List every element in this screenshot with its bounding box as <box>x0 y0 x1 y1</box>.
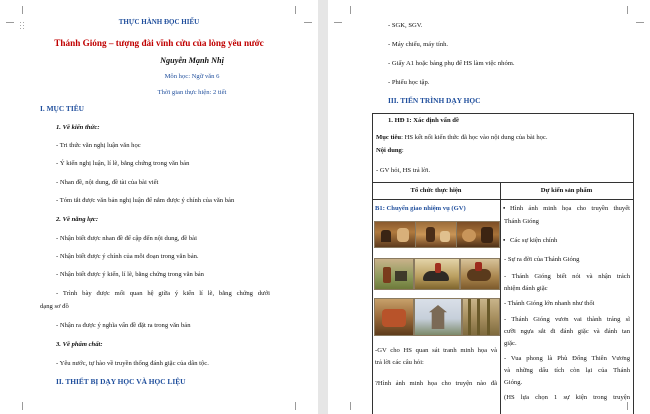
table-column-divider <box>500 182 501 414</box>
table-cell-text: -GV cho HS quan sát tranh minh họa và <box>375 347 497 354</box>
list-item: - SGK, SGV. <box>388 22 423 29</box>
list-item: - Tóm tắt được văn bản nghị luận để nắm được ý chính của văn bản <box>56 197 235 204</box>
table-cell-text: - Thánh Gióng lớn nhanh như thổi <box>504 300 595 307</box>
subsection-heading: 2. Về năng lực: <box>56 216 99 223</box>
table-cell-text: ?Hình ảnh minh họa cho truyện nào đã <box>375 380 497 387</box>
table-cell-text: (HS lựa chọn 1 sự kiện trong truyện <box>504 394 630 401</box>
list-item: - Tri thức văn nghị luận văn học <box>56 142 141 149</box>
table-cell-text: - Sự ra đời của Thánh Gióng <box>504 256 580 263</box>
section-heading: I. MỤC TIÊU <box>40 104 85 113</box>
doc-author: Nguyễn Mạnh Nhị <box>160 56 224 65</box>
doc-duration: Thời gian thực hiện: 2 tiết <box>157 89 227 96</box>
content-line <box>376 147 404 155</box>
crop-mark <box>14 6 23 14</box>
crop-mark <box>295 6 304 14</box>
subsection-heading: 1. Về kiến thức: <box>56 124 100 131</box>
illustration-image <box>415 221 457 248</box>
crop-mark <box>342 402 351 410</box>
bullet-icon: • <box>503 205 506 212</box>
table-cell-text: cưỡi ngựa sắt đi đánh giặc và đánh tan <box>504 328 630 335</box>
list-item: - Nhận biết được nhan đề để cập đến nội dung, đề bài <box>56 235 197 242</box>
document-page-right <box>328 0 650 414</box>
doc-subject: Môn học: Ngữ văn 6 <box>164 73 220 80</box>
table-cell-text: Hình ảnh minh họa cho truyền thuyết <box>510 205 630 212</box>
illustration-image <box>374 258 414 290</box>
illustration-image <box>374 298 414 336</box>
table-cell-text: Thánh Gióng <box>504 218 539 225</box>
table-cell-text: Các sự kiện chính <box>510 237 558 244</box>
table-divider <box>372 182 633 183</box>
bullet-icon: • <box>503 237 506 244</box>
list-item: - Nhận biết được ý chính của mỗi đoạn trong văn bản. <box>56 253 199 260</box>
table-divider <box>372 199 633 200</box>
list-item: - Máy chiếu, máy tính. <box>388 41 449 48</box>
list-item: - Phiếu học tập. <box>388 79 430 86</box>
table-cell-text: và những dấu tích còn lại của Thánh <box>504 367 630 374</box>
table-cell-text: Gióng. <box>504 379 523 386</box>
table-cell-text: - Thánh Gióng biết nói và nhận trách <box>504 273 630 280</box>
crop-mark <box>295 402 304 410</box>
list-item: - Giấy A1 hoặc bảng phụ để HS làm việc nhóm. <box>388 60 515 67</box>
goal-line <box>376 134 548 142</box>
illustration-image <box>460 258 500 290</box>
activity-heading: 1. HĐ 1: Xác định vấn đề <box>388 117 459 124</box>
crop-mark <box>627 6 636 14</box>
section-heading: II. THIẾT BỊ DẠY HỌC VÀ HỌC LIỆU <box>56 377 186 386</box>
crop-mark <box>14 402 23 410</box>
illustration-image <box>414 258 460 290</box>
document-page-left <box>0 0 318 414</box>
table-cell-text: giặc. <box>504 340 517 347</box>
table-cell-text: - Thánh Gióng vươn vai thành tráng sĩ <box>504 316 630 323</box>
list-item: - Nhận ra được ý nghĩa vấn đề đặt ra trong văn bản <box>56 322 191 329</box>
list-item-continuation: dạng sơ đồ <box>40 303 69 310</box>
illustration-image <box>456 221 500 248</box>
crop-mark <box>342 6 351 14</box>
table-cell-text: nhiệm đánh giặc <box>504 285 548 292</box>
subsection-heading: 3. Về phẩm chất: <box>56 341 103 348</box>
table-cell-text: - Vua phong là Phù Đổng Thiên Vương <box>504 355 630 362</box>
table-column-header: Tổ chức thực hiện <box>410 187 462 194</box>
illustration-image <box>374 221 416 248</box>
list-item: - Nhận biết được ý kiến, lí lẽ, bằng chứng trong văn bản <box>56 271 204 278</box>
doc-header: THỰC HÀNH ĐỌC HIỂU <box>118 18 200 26</box>
crop-mark <box>636 14 644 23</box>
crop-mark <box>334 14 342 23</box>
table-column-header: Dự kiến sản phẩm <box>540 187 593 194</box>
list-item: - Trình bày được mối quan hệ giữa ý kiến lí lẽ, bằng chứng dưới <box>56 290 270 297</box>
content-colon: : <box>401 147 404 154</box>
step-heading: B1: Chuyển giao nhiệm vụ (GV) <box>375 205 466 212</box>
list-item: - Yêu nước, tự hào về truyền thống đánh giặc của dân tộc. <box>56 360 209 367</box>
illustration-image <box>462 298 500 336</box>
list-item: - Ý kiến nghị luận, lí lẽ, bằng chứng trong văn bản <box>56 160 190 167</box>
illustration-image <box>414 298 462 336</box>
table-cell-text: trả lời các câu hỏi: <box>375 359 424 366</box>
content-label: Nội dung <box>376 147 402 154</box>
goal-label: Mục tiêu <box>376 134 402 141</box>
list-item: - GV hỏi, HS trả lời. <box>376 167 431 174</box>
section-heading: III. TIẾN TRÌNH DẠY HỌC <box>388 96 481 105</box>
list-item: - Nhan đề, nội dung, đề tài của bài viết <box>56 179 159 186</box>
doc-title: Thánh Gióng – tượng đài vĩnh cửu của lòng yêu nước <box>54 38 264 48</box>
goal-text: : HS kết nối kiến thức đã học vào nội dung của bài học. <box>401 134 548 141</box>
